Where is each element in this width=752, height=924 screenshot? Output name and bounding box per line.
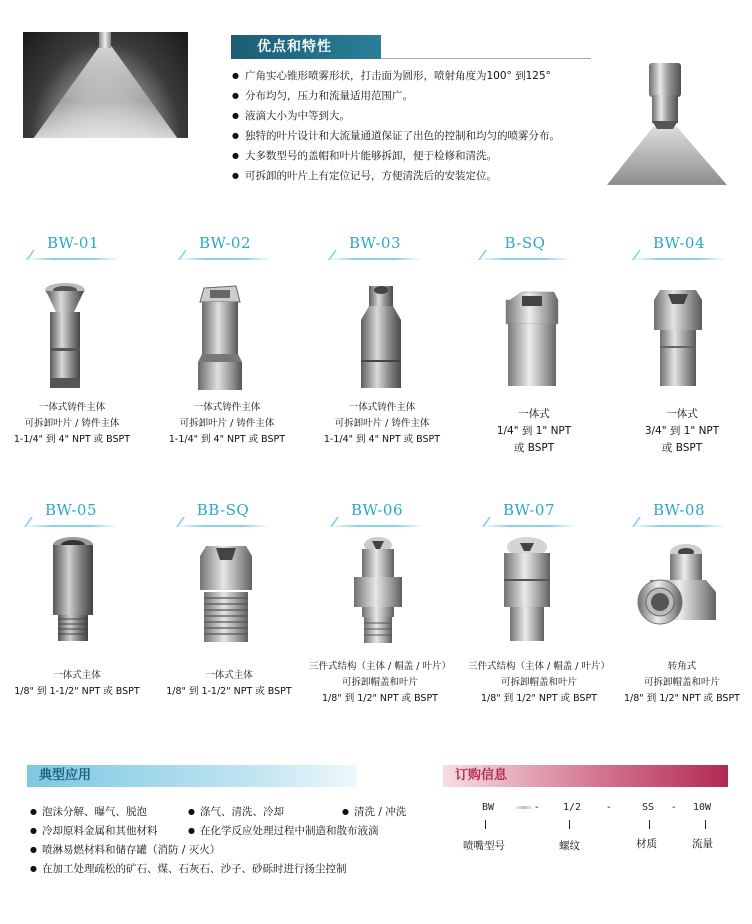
feature-item: ● 液滴大小为中等到大。: [232, 106, 612, 126]
product-description-b-sq: [466, 406, 602, 457]
description-line: 1/8" 到 1/2" NPT 或 BSPT: [481, 693, 597, 704]
bw-01-nozzle-image: [40, 282, 90, 392]
model-label: BW-08: [652, 501, 705, 519]
bw-06-nozzle-image: [350, 535, 406, 647]
description-line: 一体式主体: [205, 670, 253, 681]
model-tab-bw-01: [26, 234, 120, 256]
bw-02-nozzle-image: [192, 284, 248, 394]
spray-cone: [33, 44, 178, 138]
order-tick: [649, 820, 650, 829]
description-line: 可拆卸叶片 / 铸件主体: [334, 418, 430, 429]
code-separator-bar: [516, 806, 532, 809]
order-label-material: 材质: [636, 838, 657, 850]
model-label: BW-03: [348, 234, 401, 252]
model-label: BW-01: [46, 234, 99, 252]
product-description-bw-08: [612, 659, 752, 707]
order-tick: [705, 820, 706, 829]
order-code-material: SS: [642, 802, 655, 813]
order-tick: [485, 820, 486, 829]
order-code-model: BW: [482, 802, 495, 813]
description-line: 3/4" 到 1" NPT: [644, 425, 720, 437]
description-line: 转角式: [667, 661, 697, 672]
b-sq-nozzle-image: [502, 290, 562, 390]
product-description-bw-07: [458, 659, 620, 707]
description-line: 一体式: [666, 408, 698, 420]
description-line: 可拆卸叶片 / 铸件主体: [24, 418, 120, 429]
order-code-dash: -: [535, 802, 539, 813]
product-description-bw-06: [300, 659, 460, 707]
description-line: 三件式结构（主体 / 帽盖 / 叶片）: [468, 661, 610, 672]
description-line: 可拆卸叶片 / 铸件主体: [179, 418, 275, 429]
description-line: 一体式铸件主体: [193, 402, 261, 413]
description-line: 一体式铸件主体: [38, 402, 106, 413]
description-line: 1/4" 到 1" NPT: [496, 425, 572, 437]
feature-item: ● 大多数型号的盖帽和叶片能够拆卸，便于检修和清洗。: [232, 146, 612, 166]
description-line: 一体式主体: [53, 670, 101, 681]
model-tab-bw-07: [482, 501, 576, 523]
description-line: 1/8" 到 1/2" NPT 或 BSPT: [624, 693, 740, 704]
model-label: BW-07: [502, 501, 555, 519]
product-description-bw-05: [2, 668, 152, 700]
product-description-bw-02: [152, 400, 302, 448]
model-tab-bw-06: [330, 501, 424, 523]
description-line: 1/8" 到 1/2" NPT 或 BSPT: [322, 693, 438, 704]
nozzle-tip: [99, 32, 111, 48]
description-line: 可拆卸帽盖和叶片: [500, 677, 577, 688]
features-title-rule: [381, 58, 591, 59]
model-label: BW-02: [198, 234, 251, 252]
model-label: BW-04: [652, 234, 705, 252]
application-item: ● 涤气、清洗、冷却: [188, 804, 284, 819]
order-label-flow: 流量: [692, 838, 713, 850]
order-code-flow: 10W: [693, 802, 712, 813]
application-item: ● 在化学反应处理过程中制造和散布液滴: [188, 823, 378, 838]
model-tab-bb-sq: [176, 501, 270, 523]
order-code-dash: -: [672, 802, 676, 813]
feature-item: ● 可拆卸的叶片上有定位记号，方便清洗后的安装定位。: [232, 166, 612, 186]
model-tab-bw-03: [328, 234, 422, 256]
product-description-bb-sq: [154, 668, 304, 700]
order-tick: [569, 820, 570, 829]
product-description-bw-04: [614, 406, 750, 457]
application-item: ● 在加工处理疏松的矿石、煤、石灰石、沙子、砂砾时进行扬尘控制: [30, 861, 346, 876]
application-item: ● 喷淋易燃材料和储存罐（消防 / 灭火）: [30, 842, 220, 857]
features-title: 优点和特性: [231, 35, 381, 59]
order-label-thread: 螺纹: [559, 840, 580, 852]
model-tab-bw-08: [632, 501, 726, 523]
description-line: 三件式结构（主体 / 帽盖 / 叶片）: [309, 661, 451, 672]
ordering-title: 订购信息: [443, 765, 728, 787]
order-code-thread: 1/2: [563, 802, 582, 813]
bw-08-nozzle-image: [630, 540, 722, 632]
product-description-bw-03: [308, 400, 456, 448]
description-line: 1/8" 到 1-1/2" NPT 或 BSPT: [166, 686, 292, 697]
features-list: [232, 66, 612, 186]
description-line: 1-1/4" 到 4" NPT 或 BSPT: [323, 434, 441, 445]
description-line: 1/8" 到 1-1/2" NPT 或 BSPT: [14, 686, 140, 697]
description-line: 可拆卸帽盖和叶片: [643, 677, 720, 688]
description-line: 可拆卸帽盖和叶片: [341, 677, 418, 688]
product-description-bw-01: [0, 400, 144, 448]
application-item: ● 冷却原料金属和其他材料: [30, 823, 157, 838]
description-line: 一体式: [518, 408, 550, 420]
bw-04-nozzle-image: [650, 286, 706, 390]
application-item: ● 清洗 / 冲洗: [342, 804, 406, 819]
description-line: 1-1/4" 到 4" NPT 或 BSPT: [13, 434, 131, 445]
description-line: 一体式铸件主体: [348, 402, 416, 413]
bw-03-nozzle-image: [355, 284, 407, 394]
model-label: BW-05: [44, 501, 97, 519]
description-line: 或 BSPT: [513, 442, 555, 454]
feature-item: ● 广角实心锥形喷雾形状，打击面为圆形，喷射角度为100° 到125°: [232, 66, 612, 86]
order-label-model: 喷嘴型号: [463, 840, 505, 852]
application-item: ● 泡沫分解、曝气、脱泡: [30, 804, 147, 819]
bw-07-nozzle-image: [498, 535, 556, 647]
model-tab-bw-04: [632, 234, 726, 256]
feature-item: ● 独特的叶片设计和大流量通道保证了出色的控制和均匀的喷雾分布。: [232, 126, 612, 146]
applications-title: 典型应用: [27, 765, 357, 787]
model-tab-bw-05: [24, 501, 118, 523]
model-tab-b-sq: [478, 234, 572, 256]
model-label: BB-SQ: [196, 501, 250, 519]
bw-05-nozzle-image: [46, 535, 100, 645]
order-code-dash: -: [607, 802, 611, 813]
model-label: BW-06: [350, 501, 403, 519]
description-line: 或 BSPT: [661, 442, 703, 454]
hero-nozzle-image: [605, 55, 730, 187]
description-line: 1-1/4" 到 4" NPT 或 BSPT: [168, 434, 286, 445]
model-label: B-SQ: [504, 234, 546, 252]
model-tab-bw-02: [178, 234, 272, 256]
bb-sq-nozzle-image: [198, 538, 254, 646]
feature-item: ● 分布均匀，压力和流量适用范围广。: [232, 86, 612, 106]
spray-pattern-photo: [23, 32, 188, 138]
